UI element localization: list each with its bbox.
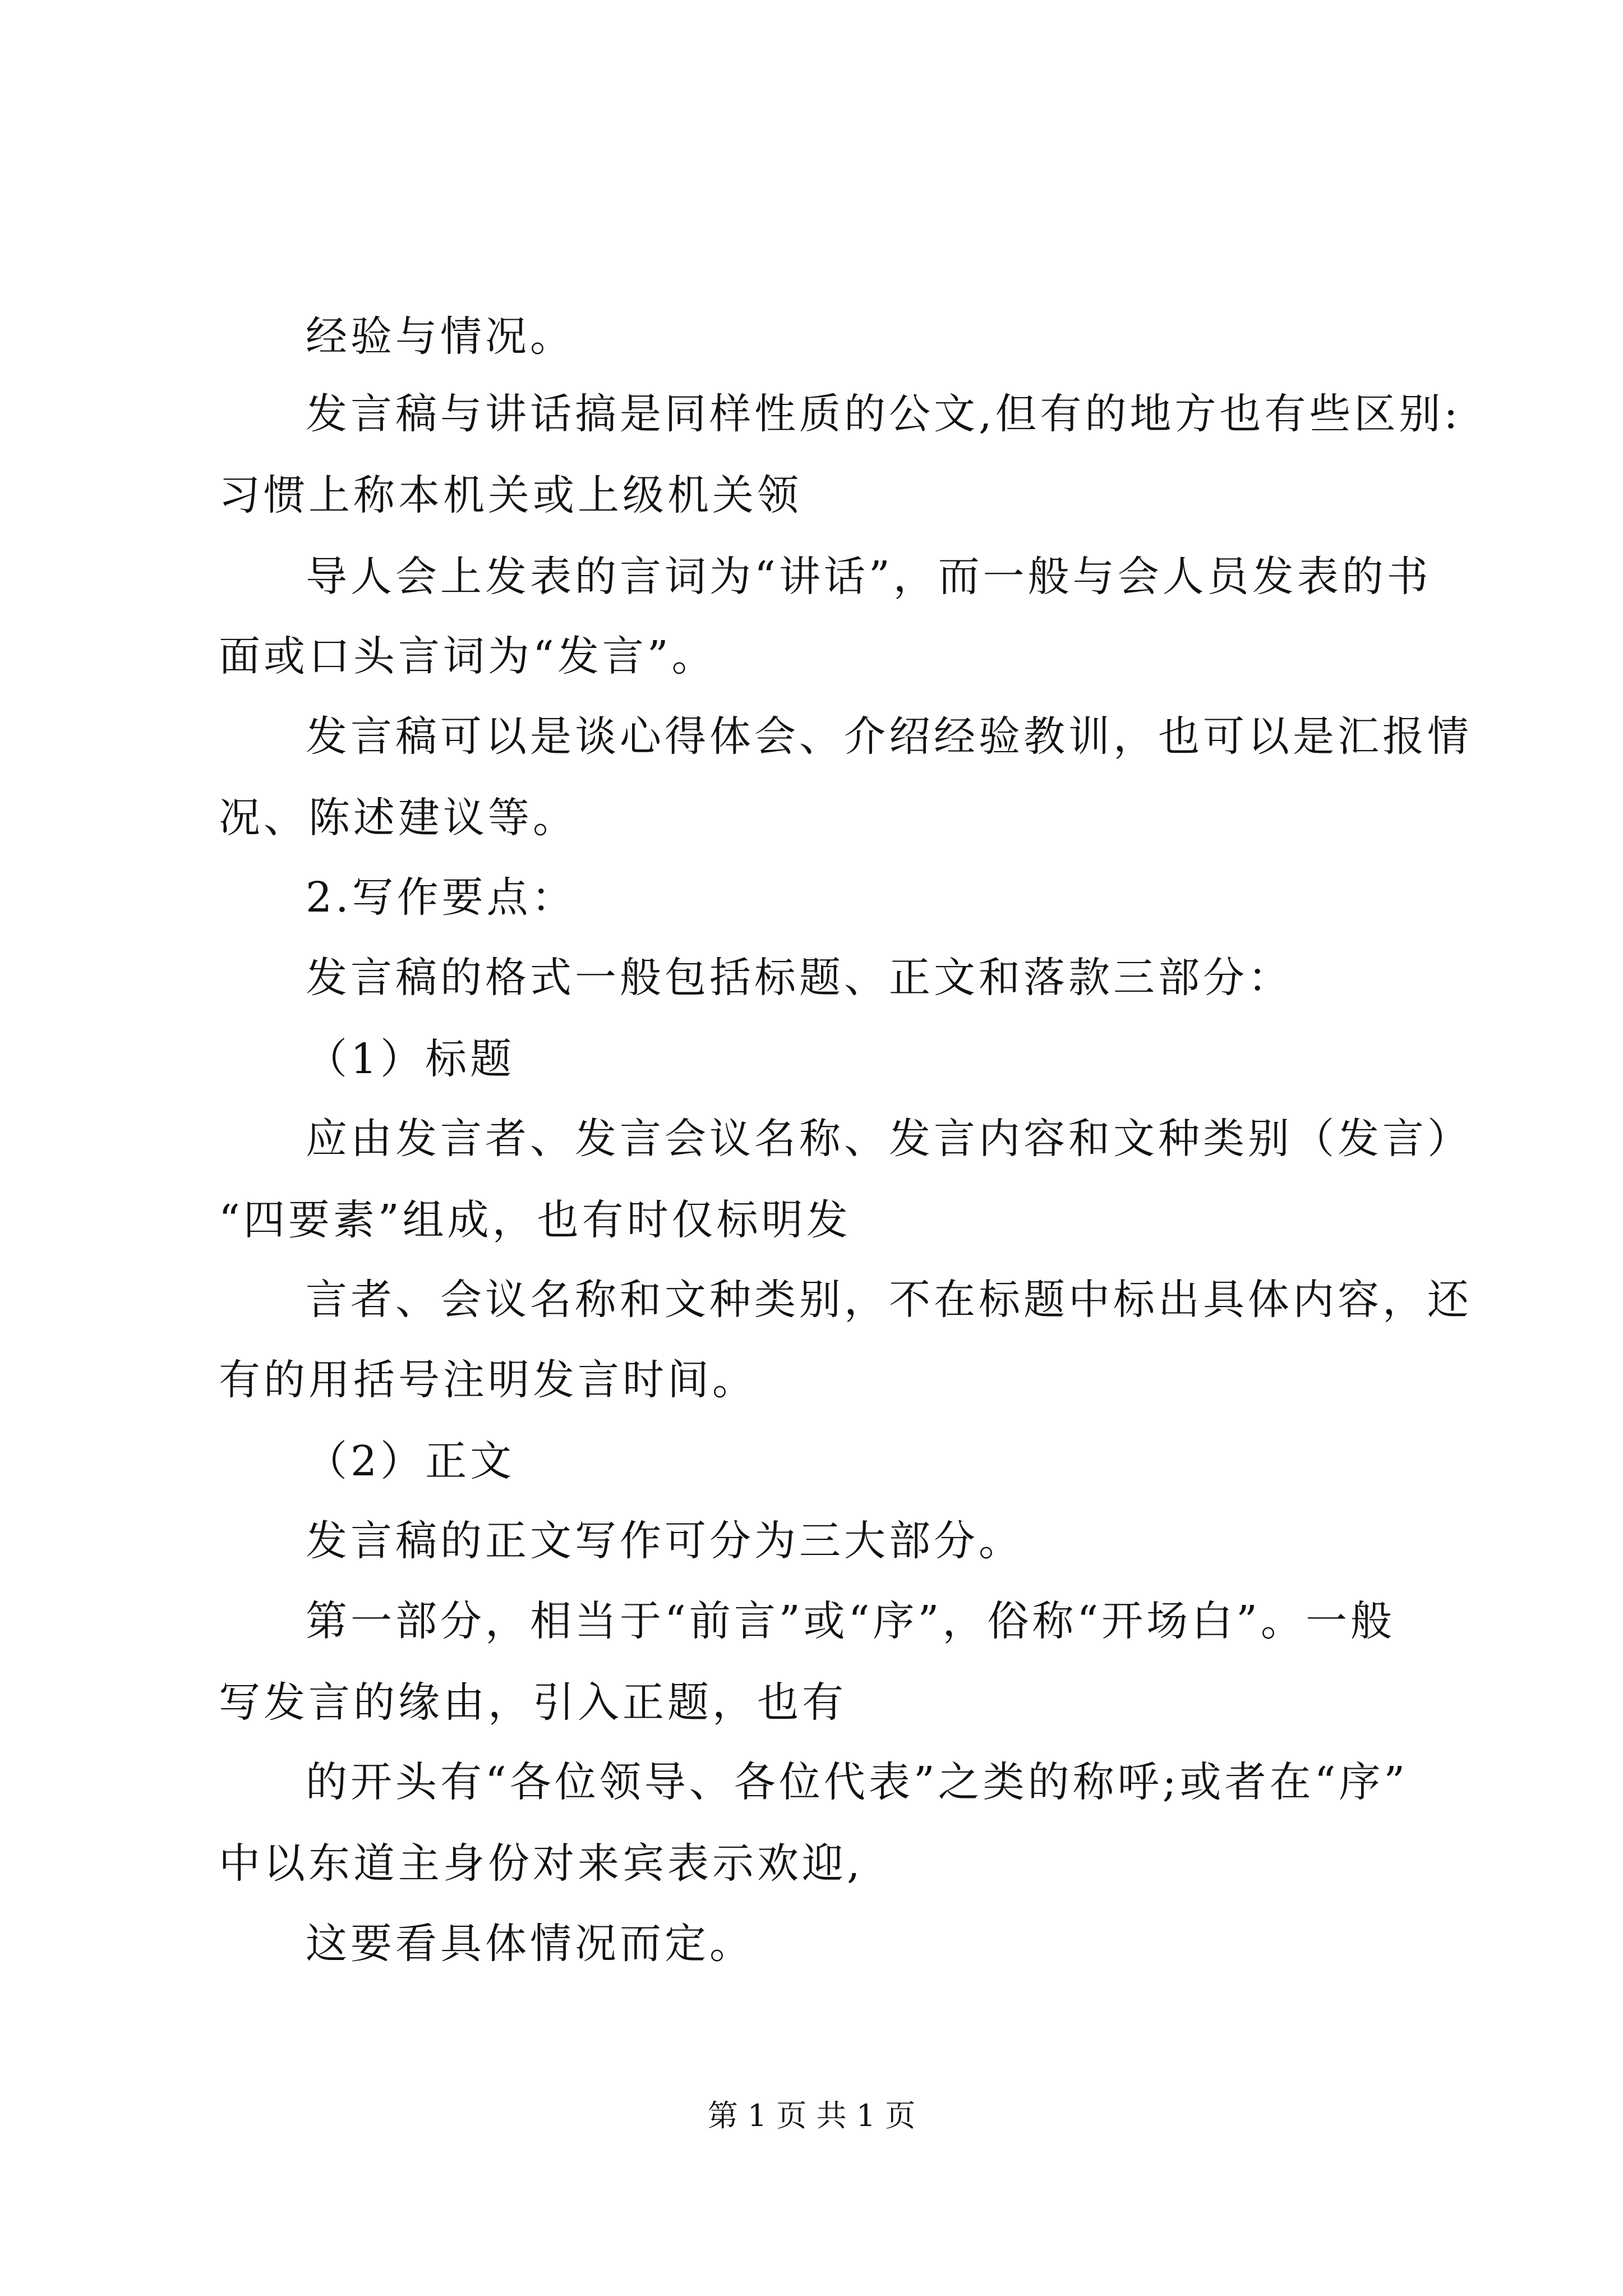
body-line: 导人会上发表的言词为“讲话”，而一般与会人员发表的书 xyxy=(306,553,1432,601)
body-line: 况、陈述建议等。 xyxy=(219,794,578,842)
page-number-footer: 第 1 页 共 1 页 xyxy=(707,2098,916,2133)
subsection-heading: （2）正文 xyxy=(306,1437,515,1485)
body-line: 发言稿的正文写作可分为三大部分。 xyxy=(306,1517,1023,1565)
body-line: 发言稿与讲话搞是同样性质的公文,但有的地方也有些区别: xyxy=(306,390,1461,438)
body-line: 发言稿的格式一般包括标题、正文和落款三部分： xyxy=(306,954,1293,1002)
body-line: 言者、会议名称和文种类别，不在标题中标出具体内容，还 xyxy=(306,1276,1472,1324)
body-line: 写发言的缘由，引入正题，也有 xyxy=(219,1678,847,1727)
body-line: 习惯上称本机关或上级机关领 xyxy=(219,471,802,519)
body-line: 有的用括号注明发言时间。 xyxy=(219,1356,757,1404)
body-line: 这要看具体情况而定。 xyxy=(306,1920,754,1968)
body-line: 的开头有“各位领导、各位代表”之类的称呼;或者在“序” xyxy=(306,1758,1409,1806)
body-line: 经验与情况。 xyxy=(306,312,575,361)
body-line: 发言稿可以是谈心得体会、介绍经验教训，也可以是汇报情 xyxy=(306,712,1472,761)
body-line: 中以东道主身份对来宾表示欢迎, xyxy=(219,1839,864,1888)
section-heading: 2.写作要点： xyxy=(306,873,577,922)
body-line: 应由发言者、发言会议名称、发言内容和文种类别（发言） xyxy=(306,1115,1472,1163)
body-line: 面或口头言词为“发言”。 xyxy=(219,632,717,680)
subsection-heading: （1）标题 xyxy=(306,1035,515,1083)
body-line: “四要素”组成，也有时仅标明发 xyxy=(219,1196,851,1244)
body-line: 第一部分，相当于“前言”或“序”，俗称“开场白”。一般 xyxy=(306,1597,1395,1645)
